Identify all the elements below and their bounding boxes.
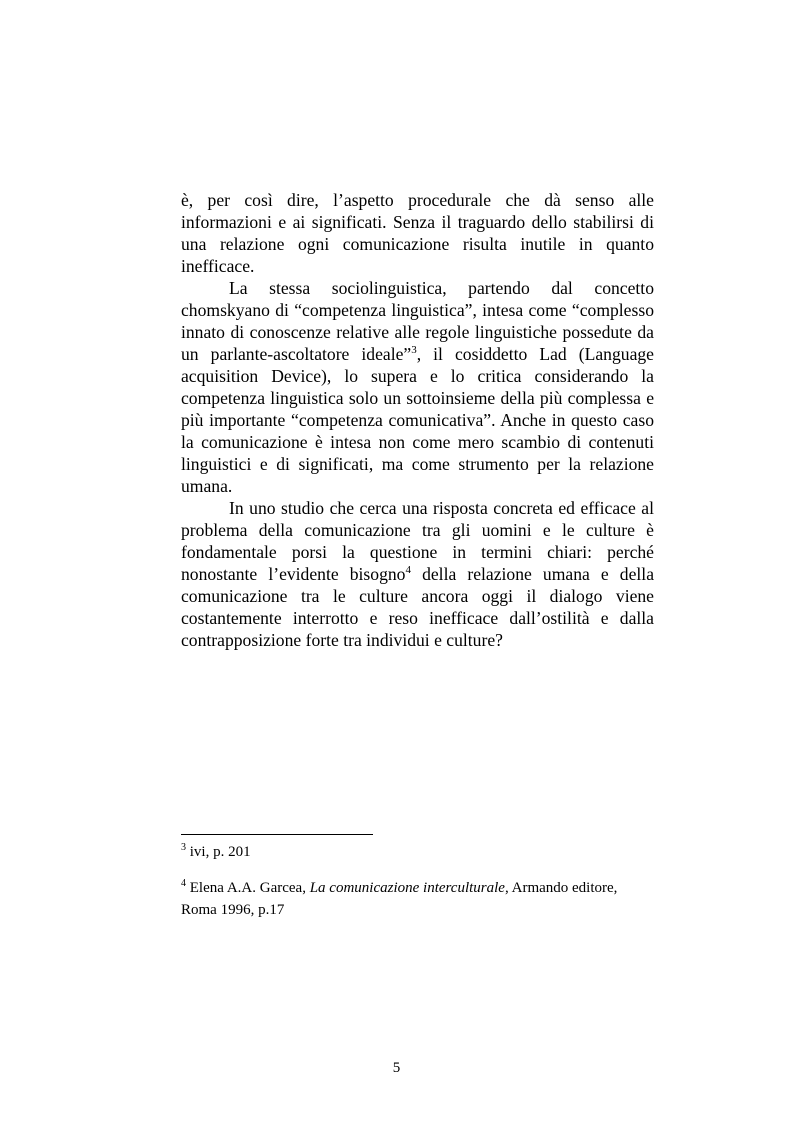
footnote-4-book-title: La comunicazione interculturale — [309, 880, 505, 896]
paragraph-1-text: è, per così dire, l’aspetto procedurale che dà senso alle informazioni e ai significati. Senza il traguardo dello stabilirsi di una relazione ogni comunicazione risulta inutile in quanto inefficace. — [181, 190, 654, 276]
footnote-3-text: ivi, p. 201 — [186, 844, 251, 860]
paragraph-2-text-end: , il cosiddetto Lad (Language acquisition Device), lo supera e lo critica considerando la competenza linguistica solo un sottoinsieme della più complessa e più importante “competenza comunicativa”. Anche in questo caso la comunicazione è intesa non come mero scambio di contenuti linguistici e di significati, ma come strumento per la relazione umana. — [181, 344, 654, 496]
footnote-4-text-end: , Armando editore, Roma 1996, p.17 — [181, 880, 618, 918]
paragraph-2 — [181, 277, 654, 497]
footnote-reference-3[interactable]: 3 — [411, 344, 417, 356]
body-text — [181, 189, 654, 651]
footnote-4-number: 4 — [181, 878, 186, 889]
paragraph-2-text-start: La stessa sociolinguistica, partendo dal concetto chomskyano di “competenza linguistica”, intesa come “complesso innato di conoscenze relative alle regole linguistiche possedute da un parlante-ascoltatore ideale” — [181, 278, 654, 364]
footnote-3-number: 3 — [181, 842, 186, 853]
footnote-4 — [181, 877, 654, 921]
paragraph-1 — [181, 189, 654, 277]
footnote-reference-4[interactable]: 4 — [405, 564, 411, 576]
paragraph-3-text-start: In uno studio che cerca una risposta concreta ed efficace al problema della comunicazione tra gli uomini e le culture è fondamentale porsi la questione in termini chiari: perché nonostante l’evidente bisogno — [181, 498, 654, 584]
paragraph-3 — [181, 497, 654, 651]
footnote-separator — [181, 834, 373, 835]
footnote-3 — [181, 841, 654, 863]
paragraph-3-text-end: della relazione umana e della comunicazione tra le culture ancora oggi il dialogo viene costantemente interrotto e reso inefficace dall’ostilità e dalla contrapposizione forte tra individui e culture? — [181, 564, 654, 650]
page-number: 5 — [392, 1060, 401, 1076]
footnote-4-text-start: Elena A.A. Garcea, — [186, 880, 310, 896]
